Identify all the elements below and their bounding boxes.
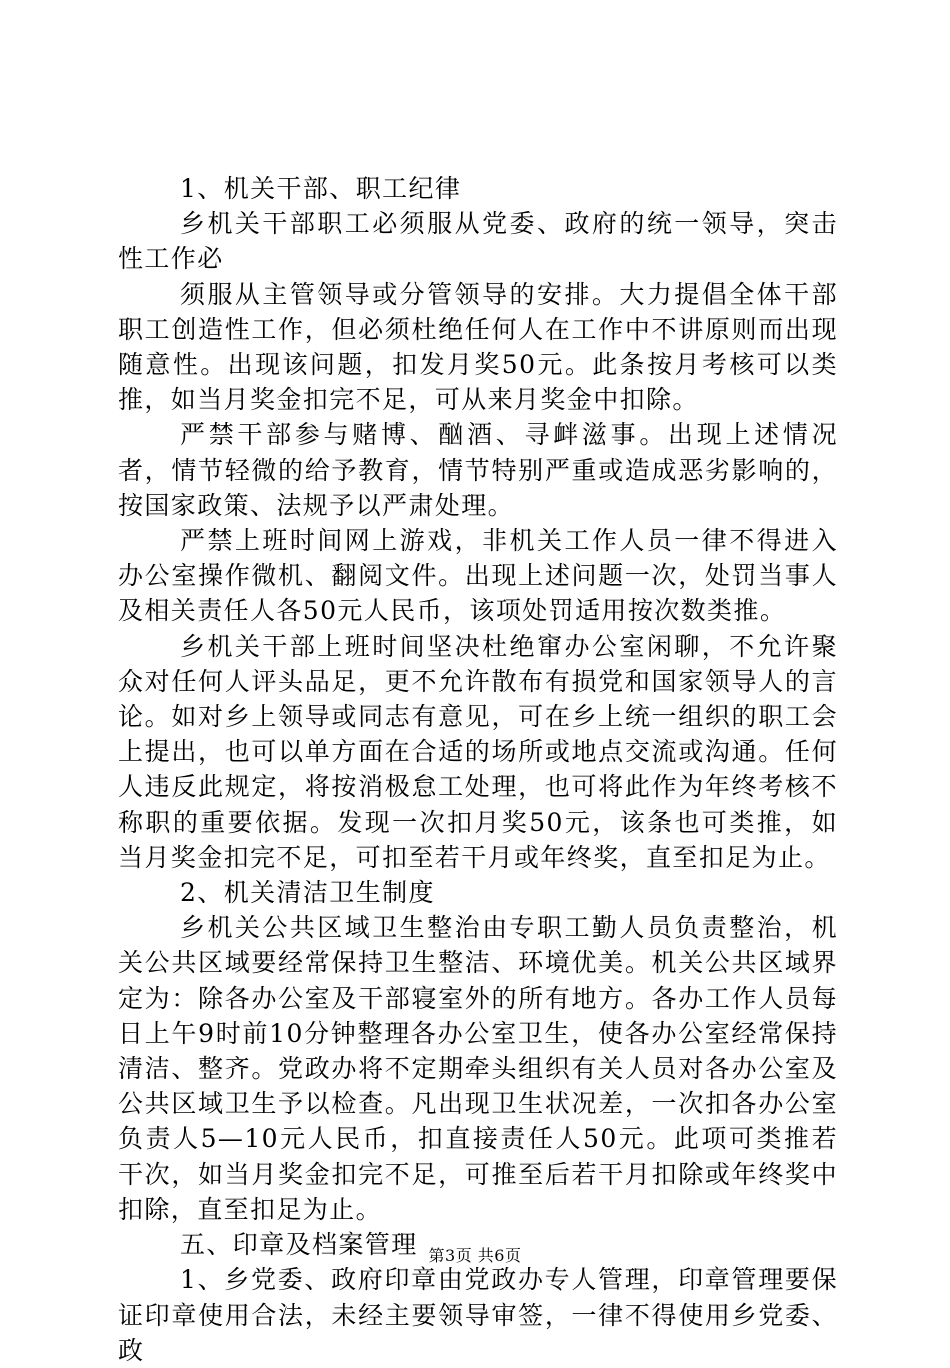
paragraph: 1、乡党委、政府印章由党政办专人管理，印章管理要保证印章使用合法，未经主要领导审签，一律不得使用乡党委、政: [118, 1265, 838, 1365]
section-heading: 1、机关干部、职工纪律: [180, 174, 462, 203]
section-heading: 2、机关清洁卫生制度: [180, 878, 435, 908]
paragraph: 乡机关干部上班时间坚决杜绝窜办公室闲聊，不允许聚众对任何人评头品足，更不允许散布有损党和国家领导人的言论。如对乡上领导或同志有意见，可在乡上统一组织的职工会上提出，也可以单方面在合适的场所或地点交流或沟通。任何人违反此规定，将按消极怠工处理，也可将此作为年终考核不称职的重要依据。发现一次扣月奖50元，该条也可类推，如当月奖金扣完不足，可扣至若干月或年终奖，直至扣足为止。: [118, 631, 838, 872]
paragraph: 须服从主管领导或分管领导的安排。大力提倡全体干部职工创造性工作，但必须杜绝任何人在工作中不讲原则而出现随意性。出现该问题，扣发月奖50元。此条按月考核可以类推，如当月奖金扣完不足，可从来月奖金中扣除。: [118, 279, 838, 415]
page-number-footer: 第3页 共6页: [428, 1246, 522, 1265]
section-heading: 五、印章及档案管理: [180, 1230, 418, 1260]
paragraph: 严禁干部参与赌博、酗酒、寻衅滋事。出现上述情况者，情节轻微的给予教育，情节特别严重或造成恶劣影响的，按国家政策、法规予以严肃处理。: [118, 420, 838, 520]
paragraph: 严禁上班时间网上游戏，非机关工作人员一律不得进入办公室操作微机、翻阅文件。出现上述问题一次，处罚当事人及相关责任人各50元人民币，该项处罚适用按次数类推。: [118, 526, 838, 626]
paragraph: 乡机关干部职工必须服从党委、政府的统一领导，突击性工作必: [118, 209, 838, 274]
document-body: [118, 171, 838, 1368]
paragraph: 乡机关公共区域卫生整治由专职工勤人员负责整治，机关公共区域要经常保持卫生整洁、环境优美。机关公共区域界定为：除各办公室及干部寝室外的所有地方。各办工作人员每日上午9时前10分钟整理各办公室卫生，使各办公室经常保持清洁、整齐。党政办将不定期牵头组织有关人员对各办公室及公共区域卫生予以检查。凡出现卫生状况差，一次扣各办公室负责人5—10元人民币，扣直接责任人50元。此项可类推若干次，如当月奖金扣完不足，可推至后若干月扣除或年终奖中扣除，直至扣足为止。: [118, 913, 838, 1224]
